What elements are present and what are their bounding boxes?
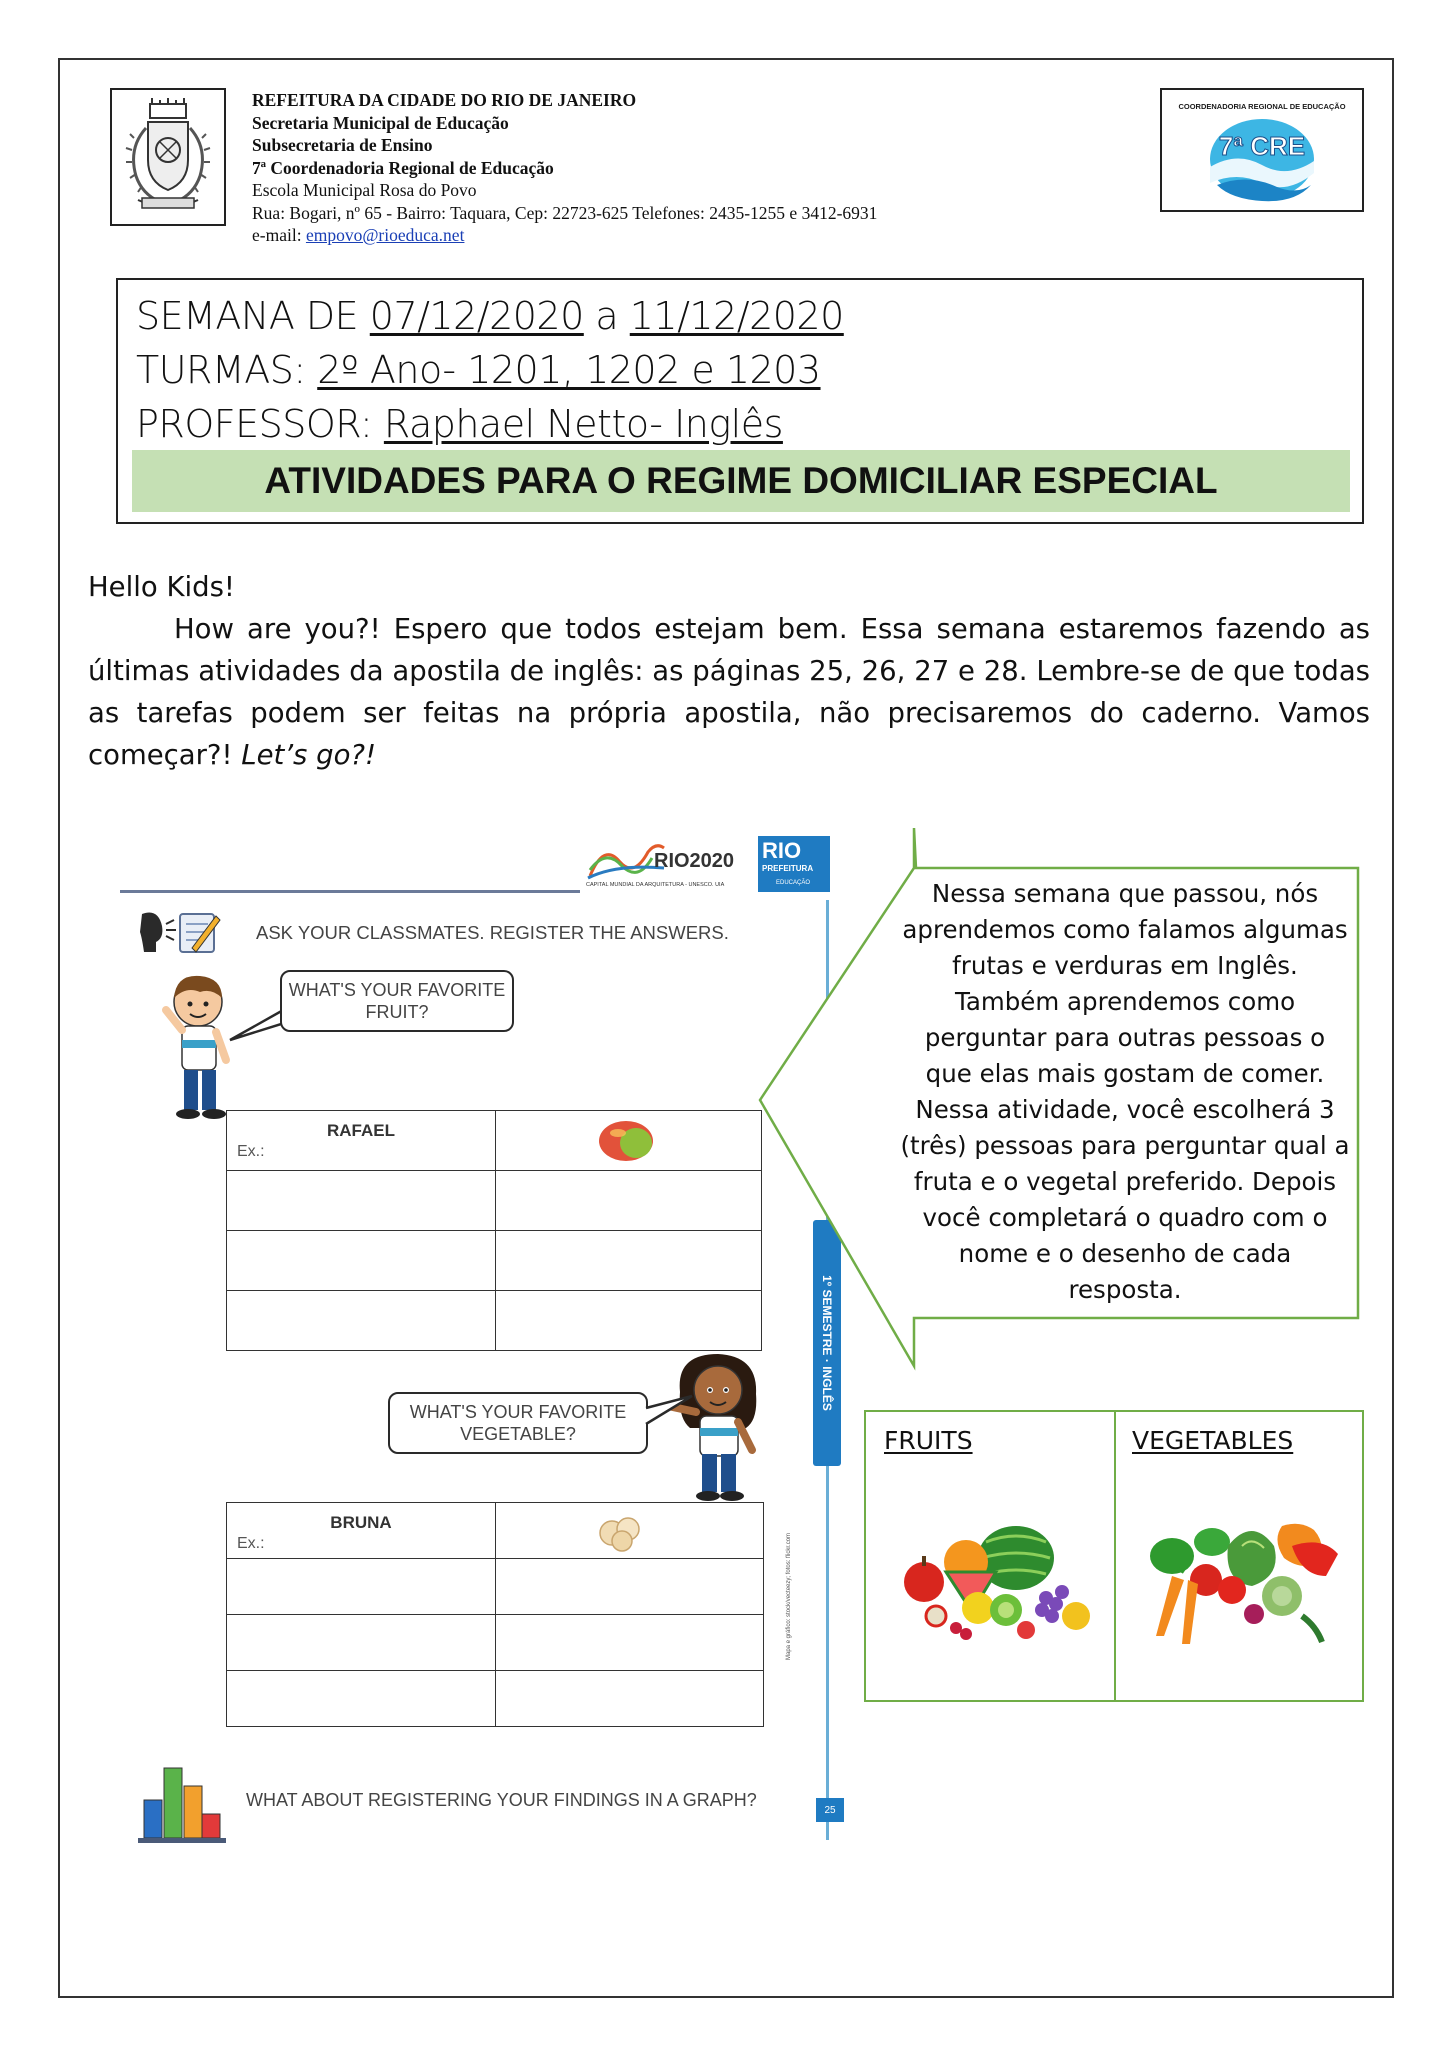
vegetable-name-cell[interactable]: [227, 1559, 496, 1615]
week-line: [136, 294, 844, 338]
table-row: [227, 1171, 762, 1231]
teacher-value: Raphael Netto- Inglês: [383, 402, 783, 446]
fruits-basket-icon: [886, 1512, 1098, 1652]
header-line-address: Rua: Bogari, nº 65 - Bairro: Taquara, Cep: 22723-625 Telefones: 2435-1255 e 3412-6931: [252, 202, 878, 223]
header-line-coordenadoria: 7ª Coordenadoria Regional de Educação: [252, 157, 554, 178]
fruit-example-label: Ex.:: [237, 1143, 265, 1160]
vegetable-name-cell[interactable]: [227, 1615, 496, 1671]
rio2020-subtext: CAPITAL MUNDIAL DA ARQUITETURA - UNESCO. UIA: [586, 882, 725, 888]
explanation-text: Nessa semana que passou, nós aprendemos como falamos algumas frutas e verduras em Inglês. Também aprendemos como perguntar para outras pessoas o que elas mais gostam de comer. Nessa atividade, você escolherá 3 (três) pessoas para perguntar qual a fruta e o vegetal preferido. Depois você completará o quadro com o nome e o desenho de cada resposta.: [900, 879, 1350, 1304]
table-row: [227, 1291, 762, 1351]
speaking-writing-icon: [136, 908, 220, 956]
worksheet-instruction: ASK YOUR CLASSMATES. REGISTER THE ANSWERS.: [256, 922, 729, 943]
educacao-text: EDUCAÇÃO: [776, 880, 811, 886]
vegetables-basket-icon: [1132, 1506, 1344, 1656]
intro-paragraph: [88, 608, 1370, 776]
header-line-subsecretaria: Subsecretaria de Ensino: [252, 135, 433, 155]
worksheet-page: [110, 820, 860, 1860]
cre-arc-text: COORDENADORIA REGIONAL DE EDUCAÇÃO: [1178, 102, 1346, 111]
vegetable-name-cell[interactable]: [227, 1671, 496, 1727]
table-row: [227, 1111, 762, 1171]
class-info-box: [116, 278, 1364, 524]
speech-tail-vegetable: [644, 1392, 694, 1432]
rio2020-text: RIO2020: [654, 850, 735, 872]
fruit-name-cell[interactable]: [227, 1291, 496, 1351]
table-row: [227, 1231, 762, 1291]
vegetable-drawing-cell[interactable]: [496, 1671, 764, 1727]
fv-divider: [1114, 1412, 1116, 1700]
worksheet-top-rule: [120, 890, 580, 893]
fruit-drawing-cell[interactable]: [496, 1171, 762, 1231]
worksheet-page-number: 25: [816, 1798, 844, 1822]
classes-value: 2º Ano- 1201, 1202 e 1203: [317, 348, 821, 392]
header-line-email: [252, 224, 877, 247]
classes-line: [136, 348, 821, 392]
fruit-example-drawing-cell: [496, 1111, 762, 1171]
week-start: 07/12/2020: [369, 294, 584, 338]
vegetables-label: VEGETABLES: [1132, 1426, 1294, 1455]
email-link[interactable]: empovo@rioeduca.net: [305, 225, 465, 245]
email-label: e-mail:: [252, 225, 306, 245]
vegetable-example-label: Ex.:: [237, 1535, 265, 1552]
fruit-answer-table: [226, 1110, 762, 1351]
table-row: [227, 1559, 764, 1615]
fruit-drawing-cell[interactable]: [496, 1291, 762, 1351]
fruit-name-cell[interactable]: [227, 1171, 496, 1231]
fruit-question-bubble: WHAT'S YOUR FAVORITE FRUIT?: [280, 970, 514, 1032]
vegetable-example-name-cell: [227, 1503, 496, 1559]
table-row: [227, 1671, 764, 1727]
table-row: [227, 1503, 764, 1559]
table-row: [227, 1615, 764, 1671]
header-line-school: Escola Municipal Rosa do Povo: [252, 180, 477, 200]
fruit-drawing-cell[interactable]: [496, 1231, 762, 1291]
week-separator: a: [583, 294, 630, 338]
prefeitura-rio-text: RIO: [762, 838, 802, 863]
intro-text: [88, 566, 1370, 776]
teacher-line: [136, 402, 783, 446]
prefeitura-sub-text: PREFEITURA: [762, 864, 814, 873]
week-end: 11/12/2020: [629, 294, 844, 338]
classes-label: TURMAS:: [136, 348, 318, 392]
image-credit: Mapa e gráfico: stock/vecteezy; fotos: flickr.com: [786, 1532, 792, 1660]
fruit-name-cell[interactable]: [227, 1231, 496, 1291]
intro-closing: Let’s go?!: [241, 739, 377, 771]
week-label: SEMANA DE: [136, 294, 370, 338]
graph-prompt: WHAT ABOUT REGISTERING YOUR FINDINGS IN A GRAPH?: [246, 1790, 757, 1810]
semester-side-label: 1º SEMESTRE · INGLÊS: [820, 1275, 834, 1411]
teacher-label: PROFESSOR:: [136, 402, 384, 446]
fruit-example-name-cell: [227, 1111, 496, 1171]
school-header: [252, 89, 877, 247]
activities-banner: ATIVIDADES PARA O REGIME DOMICILIAR ESPECIAL: [132, 450, 1350, 512]
header-line-secretaria: Secretaria Municipal de Educação: [252, 112, 509, 133]
mango-icon: [596, 1117, 656, 1163]
header-line-city: REFEITURA DA CIDADE DO RIO DE JANEIRO: [252, 90, 637, 110]
city-seal: [110, 88, 226, 226]
fruits-vegetables-table: [864, 1410, 1364, 1702]
cre-logo: [1160, 88, 1364, 212]
fruits-label: FRUITS: [884, 1426, 973, 1455]
vegetable-drawing-cell[interactable]: [496, 1559, 764, 1615]
bar-graph-icon: [136, 1760, 226, 1844]
cre-logo-icon: [1178, 95, 1346, 205]
rio2020-logo: [586, 838, 746, 894]
vegetable-answer-table: [226, 1502, 764, 1727]
intro-paragraph-body: How are you?! Espero que todos estejam bem. Essa semana estaremos fazendo as últimas atividades da apostila de inglês: as páginas 25, 26, 27 e 28. Lembre-se de que todas as tarefas podem ser feitas na própria apostila, não precisaremos do caderno. Vamos começar?!: [88, 613, 1370, 771]
vegetable-example-drawing-cell: [496, 1503, 764, 1559]
vegetable-example-name: BRUNA: [330, 1513, 392, 1532]
cassava-icon: [590, 1509, 650, 1553]
cre-logo-text: 7ª CRE: [1218, 131, 1306, 161]
vegetable-drawing-cell[interactable]: [496, 1615, 764, 1671]
greeting: Hello Kids!: [88, 571, 235, 603]
fruit-example-name: RAFAEL: [327, 1121, 395, 1140]
vegetable-question-bubble: WHAT'S YOUR FAVORITE VEGETABLE?: [388, 1392, 648, 1454]
coat-of-arms-icon: [120, 98, 216, 216]
